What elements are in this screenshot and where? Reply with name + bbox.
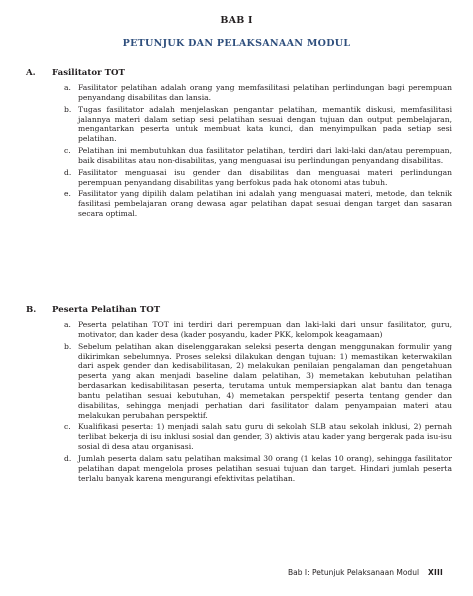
list-item xyxy=(64,168,452,188)
item-marker: a. xyxy=(64,320,71,329)
item-text: Fasilitator yang dipilih dalam pelatihan ini adalah yang menguasai materi, metode, dan teknik fasilitasi pembelajaran orang dewasa agar pelatihan dapat sesuai dengan target dan sasaran secara optimal. xyxy=(78,189,452,219)
item-marker: e. xyxy=(64,189,71,199)
item-text: Fasilitator menguasai isu gender dan disabilitas dan menguasai materi perlindungan perempuan penyandang disabilitas yang berfokus pada hak otonomi atas tubuh. xyxy=(78,167,452,187)
item-marker: c. xyxy=(64,422,71,432)
item-marker: a. xyxy=(64,83,71,92)
chapter-title: PETUNJUK DAN PELAKSANAAN MODUL xyxy=(122,38,351,49)
list-item xyxy=(64,422,452,452)
running-title: Bab I: Petunjuk Pelaksanaan Modul xyxy=(288,568,420,577)
item-text: Kualifikasi peserta: 1) menjadi salah satu guru di sekolah SLB atau sekolah inklusi, 2) pernah terlibat bekerja di isu inklusi sosial dan gender, 3) aktivis atau kader yang bergerak pada isu-isu sosial di desa atau organisasi. xyxy=(78,422,452,452)
page-footer xyxy=(0,568,443,577)
item-marker: b. xyxy=(64,341,72,351)
section-marker: A. xyxy=(26,68,36,78)
item-marker: d. xyxy=(64,167,72,177)
item-text: Jumlah peserta dalam satu pelatihan maksimal 30 orang (1 kelas 10 orang), sehingga fasilitator pelatihan dapat mengelola proses pelatihan sesuai tujuan dan target. Hindari jumlah peserta terlalu banyak karena mengurangi efektivitas pelatihan. xyxy=(78,453,452,483)
list-item xyxy=(64,342,452,421)
list-item xyxy=(64,83,452,103)
page-number: XIII xyxy=(428,568,443,577)
item-marker: b. xyxy=(64,104,72,114)
item-text: Fasilitator pelatihan adalah orang yang memfasilitasi pelatihan perlindungan bagi perempuan penyandang disabilitas dan lansia. xyxy=(78,83,452,102)
section-a-list xyxy=(64,83,452,221)
section-marker: B. xyxy=(26,305,37,315)
list-item xyxy=(64,189,452,219)
section-title: Peserta Pelatihan TOT xyxy=(52,305,161,315)
item-text: Pelatihan ini membutuhkan dua fasilitator pelatihan, terdiri dari laki-laki dan/atau perempuan, baik disabilitas atau non-disabilitas, yang menguasai isu perlindungan penyandang disabilitas. xyxy=(78,146,452,165)
list-item xyxy=(64,146,452,166)
item-marker: c. xyxy=(64,146,71,156)
section-heading-b xyxy=(26,305,160,315)
section-heading-a xyxy=(26,68,125,78)
item-text: Sebelum pelatihan akan diselenggarakan seleksi peserta dengan menggunakan formulir yang dikirimkan sebelumnya. Proses seleksi dilakukan dengan tujuan: 1) memastikan keterwakilan dari aspek gender dan kedisabilitasan, 2) melakukan penilaian pengalaman dan pengetahuan peserta yang akan menjadi baseline dalam pelatihan, 3) memetakan kebutuhan pelatihan berdasarkan kedisabilitasan peserta, terutama untuk mempersiapkan alat bantu dan tenaga bantu pelatihan sesuai kebutuhan, 4) memetakan perspektif peserta tentang gender dan disabilitas, sehingga menjadi perhatian dari fasilitator dalam penyampaian materi atau melakukan perubahan perspektif. xyxy=(78,341,452,420)
list-item xyxy=(64,105,452,144)
chapter-label: BAB I xyxy=(220,15,253,26)
list-item xyxy=(64,454,452,484)
section-b-list xyxy=(64,320,452,486)
section-title: Fasilitator TOT xyxy=(52,68,125,78)
item-marker: d. xyxy=(64,453,72,463)
list-item xyxy=(64,320,452,340)
item-text: Tugas fasilitator adalah menjelaskan pengantar pelatihan, memantik diskusi, memfasilitasi jalannya materi dalam setiap sesi pelatihan sesuai dengan tujuan dan output pembelajaran, mengantarkan peserta untuk membuat kata kunci, dan menyimpulkan pada setiap sesi pelatihan. xyxy=(78,104,452,144)
item-text: Peserta pelatihan TOT ini terdiri dari perempuan dan laki-laki dari unsur fasilitator, guru, motivator, dan kader desa (kader posyandu, kader PKK, kelompok keagamaan) xyxy=(78,320,452,339)
